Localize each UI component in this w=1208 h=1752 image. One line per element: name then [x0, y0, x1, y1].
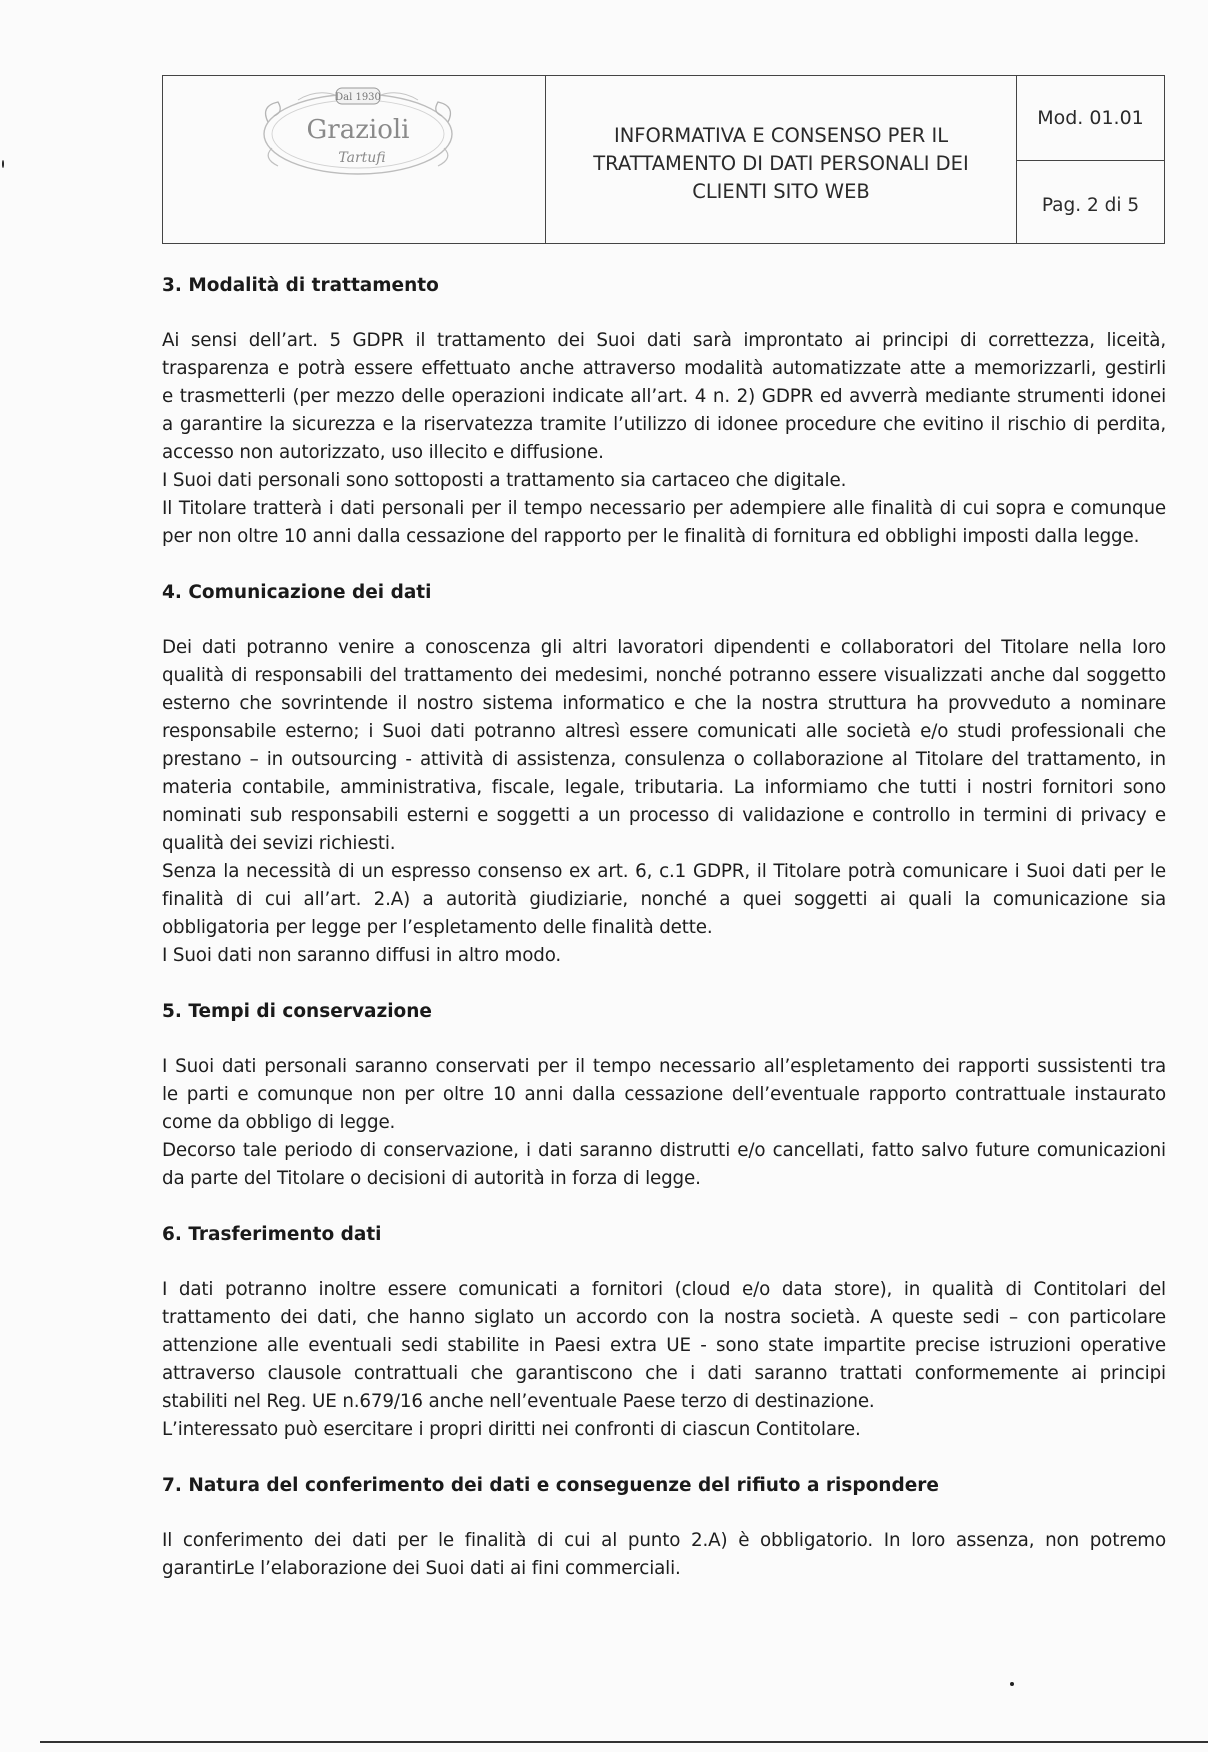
document-body [162, 272, 1166, 1583]
paragraph-line: prestano – in outsourcing - attività di assistenza, consulenza o collaborazione al Titolare del trattamento, in [162, 749, 1166, 770]
document-title-line: INFORMATIVA E CONSENSO PER IL [613, 123, 949, 147]
paragraph-line: da parte del Titolare o decisioni di autorità in forza di legge. [162, 1168, 701, 1189]
section-heading: 6. Trasferimento dati [162, 1224, 382, 1245]
section-heading: 3. Modalità di trattamento [162, 275, 439, 296]
paragraph-line: Dei dati potranno venire a conoscenza gli altri lavoratori dipendenti e collaboratori del Titolare nella loro [162, 637, 1166, 658]
section-paragraph [162, 327, 1166, 551]
section-paragraph [162, 1276, 1166, 1444]
paragraph-line: finalità di cui all’art. 2.A) a autorità giudiziarie, nonché a quei soggetti ai quali la comunicazione sia [162, 889, 1166, 910]
section-heading: 5. Tempi di conservazione [162, 1001, 432, 1022]
logo-brand-text: Grazioli [306, 115, 410, 145]
document-title-line: TRATTAMENTO DI DATI PERSONALI DEI [593, 151, 969, 175]
paragraph-line: esterno che sovrintende il nostro sistema informatico e che la nostra struttura ha provveduto a nominare [162, 693, 1166, 714]
paragraph-line: le parti e comunque non per oltre 10 anni dalla cessazione dell’eventuale rapporto contrattuale instaurato [162, 1084, 1166, 1105]
paragraph-line: attenzione alle eventuali sedi stabilite in Paesi extra UE - sono state impartite precise istruzioni operative [162, 1335, 1166, 1356]
paragraph-line: Il conferimento dei dati per le finalità di cui al punto 2.A) è obbligatorio. In loro assenza, non potremo [162, 1530, 1166, 1551]
paragraph-line: stabiliti nel Reg. UE n.679/16 anche nell’eventuale Paese terzo di destinazione. [162, 1391, 875, 1412]
paragraph-line: nominati sub responsabili esterni e soggetti a un processo di validazione e controllo in termini di privacy e [162, 805, 1166, 826]
section-paragraph [162, 634, 1166, 970]
document-title [593, 122, 969, 206]
logo-year-text: Dal 1930 [335, 92, 381, 103]
section-heading: 7. Natura del conferimento dei dati e conseguenze del rifiuto a rispondere [162, 1475, 939, 1496]
page-number: Pag. 2 di 5 [1041, 194, 1140, 216]
section-heading: 4. Comunicazione dei dati [162, 582, 432, 603]
logo-subtitle-text: Tartufi [338, 150, 386, 166]
paragraph-line: obbligatoria per legge per l’espletamento delle finalità dette. [162, 917, 713, 938]
paragraph-line: attraverso clausole contrattuali che garantiscono che i dati saranno trattati conformemente ai principi [162, 1363, 1166, 1384]
paragraph-line: come da obbligo di legge. [162, 1112, 396, 1133]
paragraph-line: accesso non autorizzato, uso illecito e diffusione. [162, 442, 604, 463]
paragraph-line: Ai sensi dell’art. 5 GDPR il trattamento dei Suoi dati sarà improntato ai principi di correttezza, liceità, [162, 330, 1166, 351]
paragraph-line: a garantire la sicurezza e la riservatezza tramite l’utilizzo di idonee procedure che evitino il rischio di perdita, [162, 414, 1166, 435]
section-paragraph [162, 1527, 1166, 1583]
paragraph-line: per non oltre 10 anni dalla cessazione del rapporto per le finalità di fornitura ed obblighi imposti dalla legge. [162, 526, 1140, 547]
paragraph-line: trasparenza e potrà essere effettuato anche attraverso modalità automatizzate atte a memorizzarli, gestirli [162, 358, 1166, 379]
paragraph-line: Il Titolare tratterà i dati personali per il tempo necessario per adempiere alle finalità di cui sopra e comunque [162, 498, 1166, 519]
module-info-cell [1017, 76, 1164, 243]
section-paragraph [162, 1053, 1166, 1193]
paragraph-line: qualità di responsabili del trattamento dei medesimi, nonché potranno essere visualizzati anche dal soggetto [162, 665, 1166, 686]
paragraph-line: materia contabile, amministrativa, fiscale, legale, tributaria. La informiamo che tutti i nostri fornitori sono [162, 777, 1166, 798]
logo-cell [163, 76, 546, 243]
paragraph-line: Senza la necessità di un espresso consenso ex art. 6, c.1 GDPR, il Titolare potrà comunicare i Suoi dati per le [162, 861, 1166, 882]
paragraph-line: I Suoi dati personali saranno conservati per il tempo necessario all’espletamento dei rapporti sussistenti tra [162, 1056, 1166, 1077]
document-title-cell [546, 76, 1017, 243]
paragraph-line: garantirLe l’elaborazione dei Suoi dati ai fini commerciali. [162, 1558, 681, 1579]
document-title-line: CLIENTI SITO WEB [692, 179, 870, 203]
paragraph-line: L’interessato può esercitare i propri diritti nei confronti di ciascun Contitolare. [162, 1419, 861, 1440]
scan-edge-line [40, 1741, 1208, 1743]
paragraph-line: qualità dei sevizi richiesti. [162, 833, 396, 854]
paragraph-line: I dati potranno inoltre essere comunicati a fornitori (cloud e/o data store), in qualità di Contitolari del [162, 1279, 1166, 1300]
scan-speck [1010, 1682, 1014, 1686]
module-code: Mod. 01.01 [1017, 76, 1164, 161]
paragraph-line: e trasmetterli (per mezzo delle operazioni indicate all’art. 4 n. 2) GDPR ed avverrà mediante strumenti idonei [162, 386, 1166, 407]
paragraph-line: I Suoi dati personali sono sottoposti a trattamento sia cartaceo che digitale. [162, 470, 847, 491]
paragraph-line: trattamento dei dati, che hanno siglato un accordo con la nostra società. A queste sedi – con particolare [162, 1307, 1166, 1328]
scan-speck [2, 160, 4, 168]
grazioli-logo [258, 82, 458, 180]
paragraph-line: I Suoi dati non saranno diffusi in altro modo. [162, 945, 562, 966]
paragraph-line: Decorso tale periodo di conservazione, i dati saranno distrutti e/o cancellati, fatto salvo future comunicazioni [162, 1140, 1166, 1161]
document-header-table [162, 75, 1165, 244]
paragraph-line: responsabile esterno; i Suoi dati potranno altresì essere comunicati alle società e/o studi professionali che [162, 721, 1166, 742]
